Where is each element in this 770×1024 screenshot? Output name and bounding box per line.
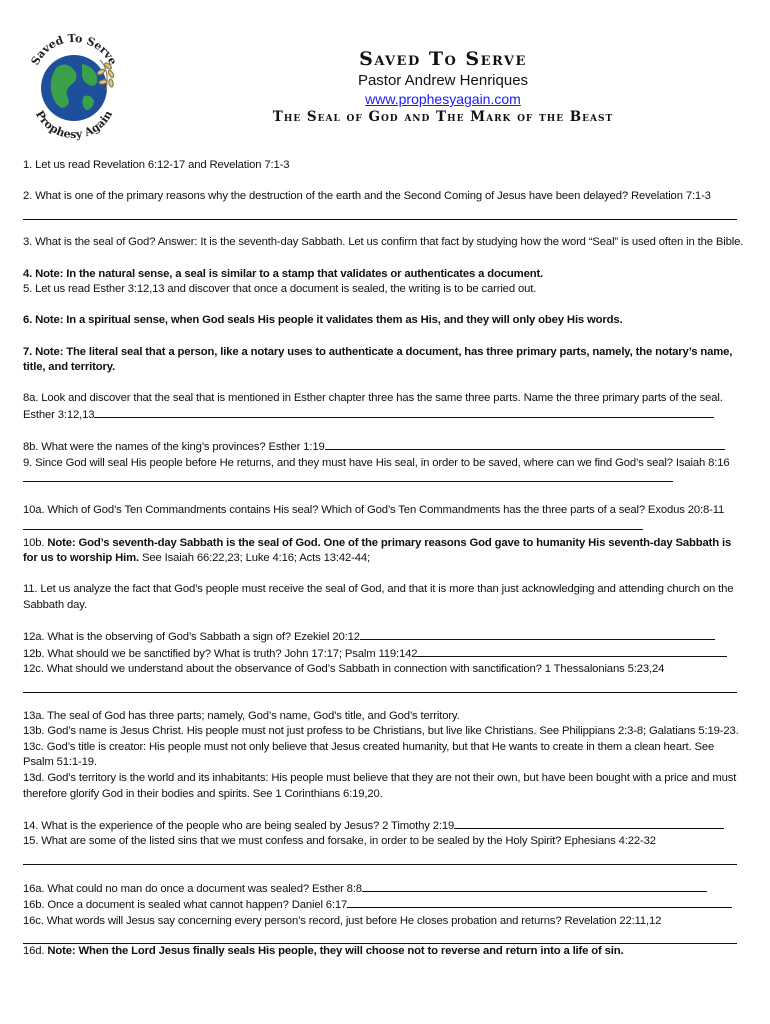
answer-line-10a[interactable] bbox=[23, 519, 643, 530]
statement-13b: 13b. God’s name is Jesus Christ. His people must not just profess to be Christians, but live like Christians. See Philippians 2:3-8; Galatians 5:19-23. bbox=[23, 725, 739, 738]
note-10b bbox=[23, 536, 747, 567]
note-6-text: 6. Note: In a spiritual sense, when God seals His people it validates them as His, and they will only obey His words. bbox=[23, 314, 623, 327]
question-16b bbox=[23, 897, 747, 914]
document-header bbox=[200, 48, 686, 127]
logo-top-text: Saved To Serve bbox=[28, 31, 120, 68]
answer-line-12a[interactable] bbox=[360, 629, 715, 640]
question-16a-text: 16a. What could no man do once a document was sealed? Esther 8:8 bbox=[23, 882, 362, 895]
note-7-text: 7. Note: The literal seal that a person, like a notary uses to authenticate a document, has three primary parts, namely, the notary’s name, title, and territory. bbox=[23, 345, 733, 374]
question-8b-text: 8b. What were the names of the king’s provinces? Esther 1:19 bbox=[23, 441, 325, 454]
pastor-name: Pastor Andrew Henriques bbox=[357, 72, 529, 89]
globe-logo-icon bbox=[22, 30, 122, 142]
question-5: 5. Let us read Esther 3:12,13 and discover that once a document is sealed, the writing is to be carried out. bbox=[23, 283, 537, 296]
answer-line-16c[interactable] bbox=[23, 929, 737, 944]
note-10b-references: See Isaiah 66:22,23; Luke 4:16; Acts 13:42-44; bbox=[141, 552, 370, 565]
answer-line-8b[interactable] bbox=[325, 439, 725, 450]
question-15: 15. What are some of the listed sins that we must confess and forsake, in order to be sealed by the Holy Spirit? Ephesians 4:22-32 bbox=[23, 835, 656, 848]
answer-line-9[interactable] bbox=[23, 471, 673, 482]
note-6 bbox=[23, 313, 747, 329]
question-9-text: 9. Since God will seal His people before He returns, and they must have His seal, in order to be saved, where can we find God’s seal? Isaiah 8:16 bbox=[23, 456, 730, 469]
question-11: 11. Let us analyze the fact that God’s people must receive the seal of God, and that it is more than just acknowledging and attending church on the Sabbath day. bbox=[23, 583, 734, 612]
website-link[interactable]: www.prophesyagain.com bbox=[365, 91, 521, 107]
document-title: Saved To Serve bbox=[359, 48, 527, 70]
answer-line-16b[interactable] bbox=[347, 897, 732, 908]
note-10b-number: 10b. bbox=[23, 536, 45, 549]
question-16c: 16c. What words will Jesus say concerning every person’s record, just before He closes probation and returns? Revelation 22:11,12 bbox=[23, 914, 662, 927]
question-12b-text: 12b. What should we be sanctified by? What is truth? John 17:17; Psalm 119:142 bbox=[23, 647, 418, 660]
question-1: 1. Let us read Revelation 6:12-17 and Revelation 7:1-3 bbox=[23, 159, 290, 171]
logo-bottom-text: Prophesy Again bbox=[32, 108, 116, 142]
answer-line-12b[interactable] bbox=[417, 646, 727, 657]
question-10a bbox=[23, 503, 747, 535]
note-4 bbox=[23, 267, 747, 283]
question-2: 2. What is one of the primary reasons why the destruction of the earth and the Second Coming of Jesus have been delayed? Revelation 7:1-3 bbox=[23, 190, 711, 203]
question-12a bbox=[23, 629, 747, 646]
question-14-text: 14. What is the experience of the people who are being sealed by Jesus? 2 Timothy 2:19 bbox=[23, 819, 455, 832]
question-10a-text: 10a. Which of God’s Ten Commandments contains His seal? Which of God’s Ten Commandments has the three parts of a seal? Exodus 20:8-11 bbox=[23, 504, 725, 517]
question-12a-text: 12a. What is the observing of God’s Sabbath a sign of? Ezekiel 20:12 bbox=[23, 631, 360, 644]
statement-13a: 13a. The seal of God has three parts; namely, God’s name, God’s title, and God’s territory. bbox=[23, 709, 460, 722]
question-12b bbox=[23, 646, 747, 663]
answer-line-8a[interactable] bbox=[94, 407, 714, 418]
note-16d bbox=[23, 944, 747, 960]
note-16d-number: 16d. bbox=[23, 945, 45, 958]
answer-line-2[interactable] bbox=[23, 205, 737, 220]
question-14 bbox=[23, 818, 747, 835]
lesson-content bbox=[23, 158, 747, 960]
question-16a bbox=[23, 881, 747, 898]
answer-line-15[interactable] bbox=[23, 850, 737, 865]
statement-13c: 13c. God’s title is creator: His people must not only believe that Jesus created humanity, but that He wants to create in them a clean heart. See Psalm 51:1-19. bbox=[23, 740, 715, 769]
question-12c: 12c. What should we understand about the observance of God’s Sabbath in connection with sanctification? 1 Thessalonians 5:23,24 bbox=[23, 663, 665, 676]
question-8b bbox=[23, 439, 747, 456]
note-7 bbox=[23, 345, 747, 376]
note-4-text: 4. Note: In the natural sense, a seal is similar to a stamp that validates or authenticates a document. bbox=[23, 267, 544, 280]
answer-line-14[interactable] bbox=[454, 818, 724, 829]
question-8a-text: 8a. Look and discover that the seal that is mentioned in Esther chapter three has the same three parts. Name the three primary parts of the seal. Esther 3:12,13 bbox=[23, 392, 723, 421]
question-8a bbox=[23, 391, 747, 423]
statement-13d: 13d. God’s territory is the world and its inhabitants: His people must believe that they are not their own, but have been bought with a price and must therefore glorify God in their bodies and spirits. See 1 Corinthians 6:19,20. bbox=[23, 771, 737, 800]
lesson-title: The Seal of God and The Mark of the Beast bbox=[272, 109, 614, 125]
question-16b-text: 16b. Once a document is sealed what cannot happen? Daniel 6:17 bbox=[23, 899, 348, 912]
note-10b-text: Note: God’s seventh-day Sabbath is the seal of God. One of the primary reasons God gave to humanity His seventh-day Sabbath is for us to worship Him. bbox=[23, 536, 732, 565]
note-16d-text: Note: When the Lord Jesus finally seals His people, they will choose not to reverse and return into a life of sin. bbox=[47, 945, 624, 958]
question-9 bbox=[23, 456, 747, 488]
answer-line-16a[interactable] bbox=[362, 881, 707, 892]
answer-line-12c[interactable] bbox=[23, 678, 737, 693]
question-3: 3. What is the seal of God? Answer: It is the seventh-day Sabbath. Let us confirm that fact by studying how the word “Seal” is used often in the Bible. bbox=[23, 236, 744, 249]
saved-to-serve-logo bbox=[22, 30, 122, 142]
